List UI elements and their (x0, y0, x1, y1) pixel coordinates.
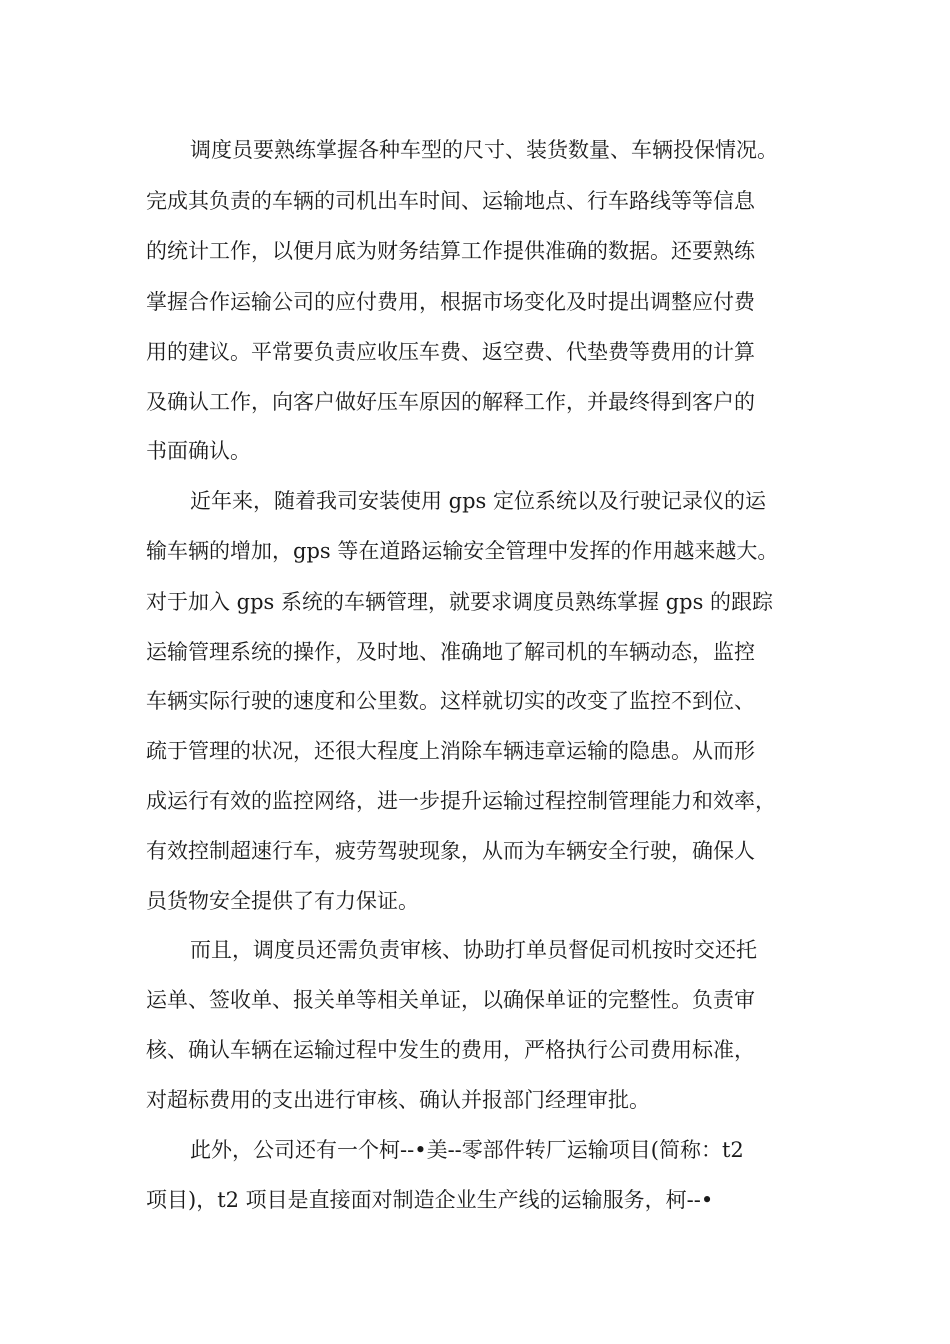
text-line: 及确认工作，向客户做好压车原因的解释工作，并最终得到客户的 (146, 390, 755, 414)
text-line: 运输管理系统的操作，及时地、准确地了解司机的车辆动态，监控 (146, 640, 755, 664)
text-line: 用的建议。平常要负责应收压车费、返空费、代垫费等费用的计算 (146, 340, 755, 364)
text-line: 对超标费用的支出进行审核、确认并报部门经理审批。 (146, 1088, 650, 1112)
text-line: 有效控制超速行车，疲劳驾驶现象，从而为车辆安全行驶，确保人 (146, 839, 755, 863)
text-line: 对于加入 gps 系统的车辆管理，就要求调度员熟练掌握 gps 的跟踪 (146, 590, 774, 614)
text-line: 车辆实际行驶的速度和公里数。这样就切实的改变了监控不到位、 (146, 689, 755, 713)
text-line: 调度员要熟练掌握各种车型的尺寸、装货数量、车辆投保情况。 (190, 138, 778, 162)
text-line: 书面确认。 (146, 439, 251, 463)
text-line: 近年来，随着我司安装使用 gps 定位系统以及行驶记录仪的运 (190, 489, 767, 513)
text-line: 输车辆的增加，gps 等在道路运输安全管理中发挥的作用越来越大。 (146, 539, 779, 563)
text-line: 掌握合作运输公司的应付费用，根据市场变化及时提出调整应付费 (146, 290, 755, 314)
text-line: 运单、签收单、报关单等相关单证，以确保单证的完整性。负责审 (146, 988, 755, 1012)
text-line: 此外，公司还有一个柯--•美--零部件转厂运输项目(简称：t2 (190, 1138, 744, 1162)
text-line: 成运行有效的监控网络，进一步提升运输过程控制管理能力和效率， (146, 789, 776, 813)
text-line: 完成其负责的车辆的司机出车时间、运输地点、行车路线等等信息 (146, 189, 755, 213)
text-line: 项目)，t2 项目是直接面对制造企业生产线的运输服务，柯--• (146, 1188, 714, 1212)
text-line: 核、确认车辆在运输过程中发生的费用，严格执行公司费用标准， (146, 1038, 755, 1062)
text-line: 疏于管理的状况，还很大程度上消除车辆违章运输的隐患。从而形 (146, 739, 755, 763)
text-line: 员货物安全提供了有力保证。 (146, 889, 419, 913)
text-line: 的统计工作，以便月底为财务结算工作提供准确的数据。还要熟练 (146, 239, 755, 263)
text-line: 而且，调度员还需负责审核、协助打单员督促司机按时交还托 (190, 938, 757, 962)
